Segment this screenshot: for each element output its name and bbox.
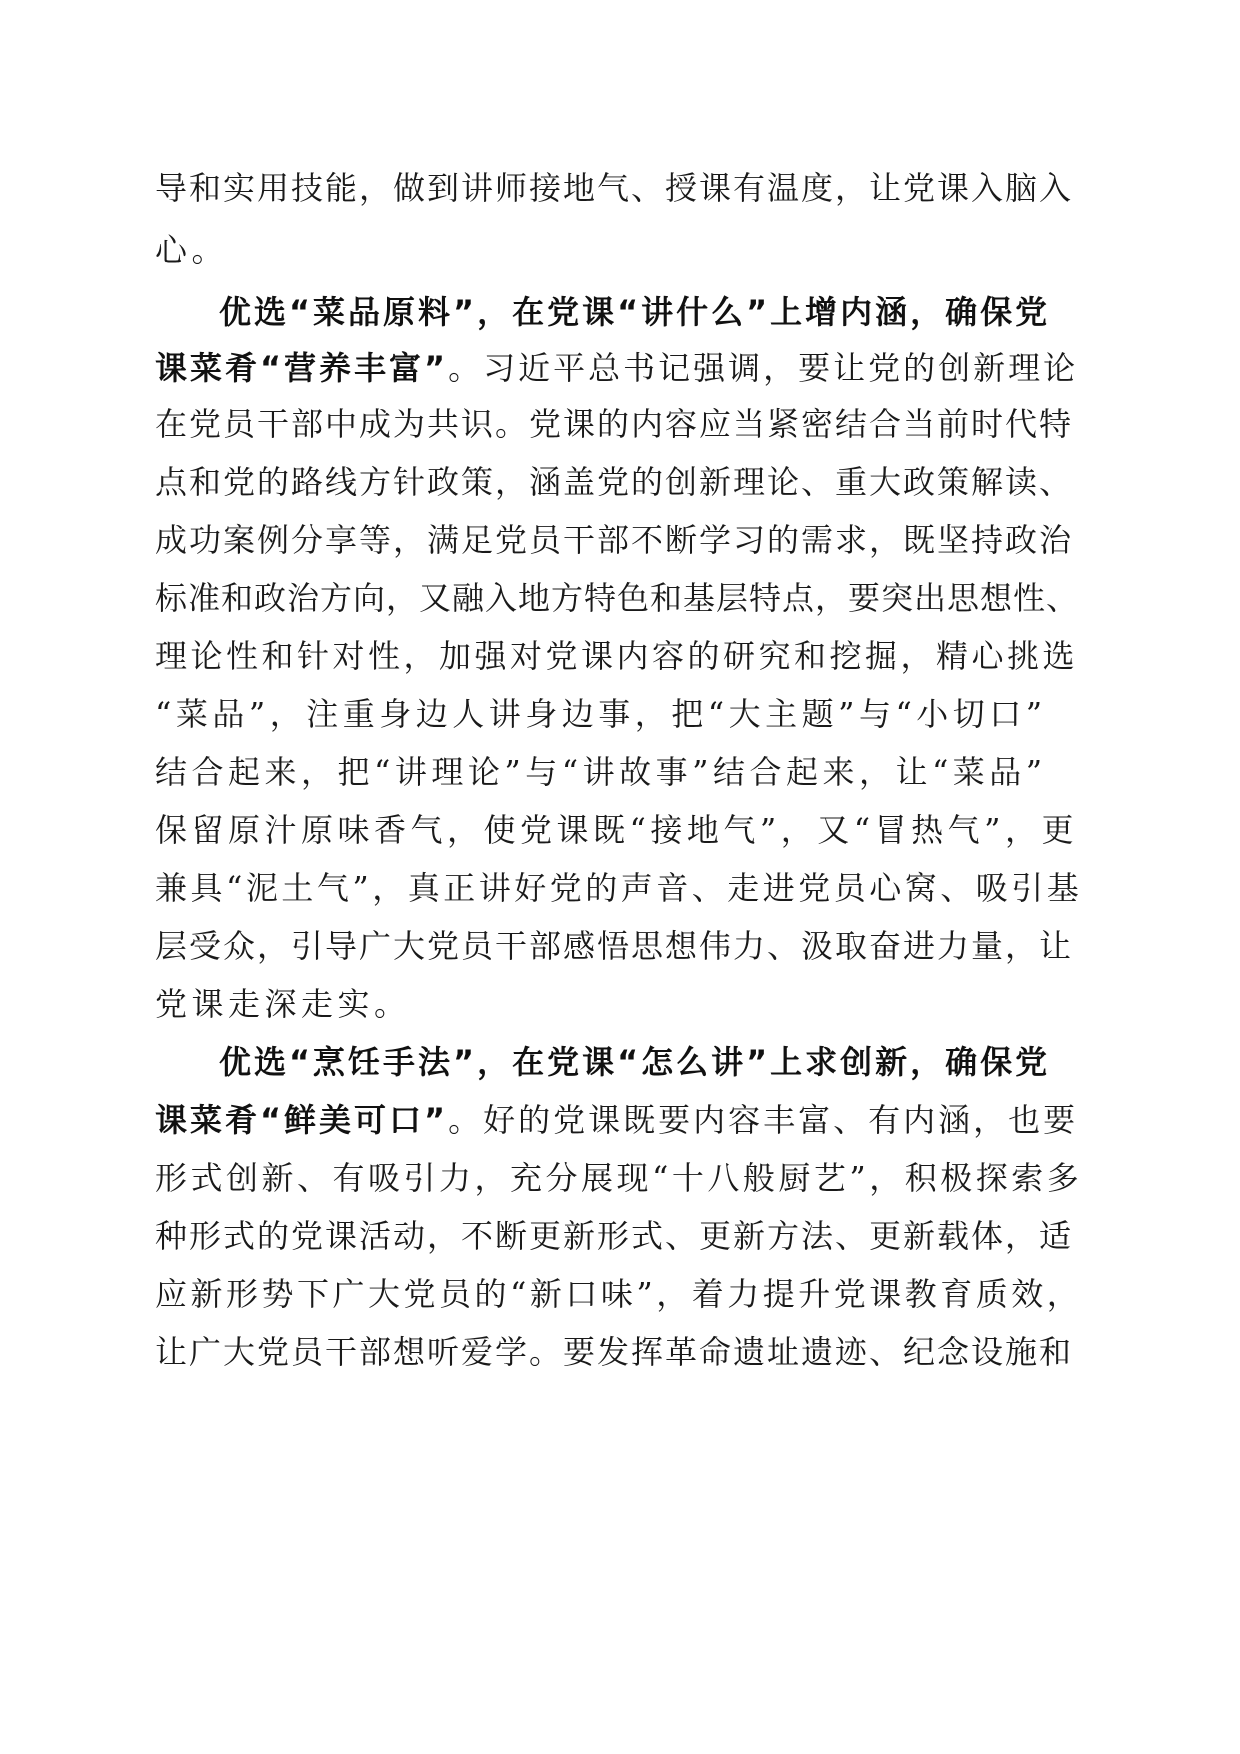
body-line: 层受众，引导广大党员干部感悟思想伟力、汲取奋进力量，让 [155, 927, 1074, 965]
body-line: 兼具“泥土气”，真正讲好党的声音、走进党员心窝、吸引基 [155, 869, 1083, 907]
body-line: 标准和政治方向，又融入地方特色和基层特点，要突出思想性、 [155, 579, 1080, 617]
body-line: 点和党的路线方针政策，涵盖党的创新理论、重大政策解读、 [155, 463, 1074, 501]
body-line: 心。 [155, 231, 229, 269]
body-line: 党课走深走实。 [155, 985, 411, 1023]
section-heading-bold: 课菜肴“鲜美可口” [155, 1101, 449, 1139]
body-line: 保留原汁原味香气，使党课既“接地气”，又“冒热气”，更 [155, 811, 1078, 849]
section-heading: 优选“烹饪手法”，在党课“怎么讲”上求创新，确保党 [219, 1043, 1051, 1081]
body-line: 结合起来，把“讲理论”与“讲故事”结合起来，让“菜品” [155, 753, 1047, 791]
section-heading-line-2 [155, 1100, 1078, 1140]
section-heading-bold: 课菜肴“营养丰富” [155, 349, 449, 387]
body-line: “菜品”，注重身边人讲身边事，把“大主题”与“小切口” [155, 695, 1047, 733]
section-heading: 优选“菜品原料”，在党课“讲什么”上增内涵，确保党 [219, 293, 1051, 331]
body-line: 形式创新、有吸引力，充分展现“十八般厨艺”，积极探索多 [155, 1159, 1083, 1197]
section-heading-line-2 [155, 348, 1078, 388]
body-line: 导和实用技能，做到讲师接地气、授课有温度，让党课入脑入 [155, 169, 1074, 207]
body-line: 种形式的党课活动，不断更新形式、更新方法、更新载体，适 [155, 1217, 1074, 1255]
body-line: 让广大党员干部想听爱学。要发挥革命遗址遗迹、纪念设施和 [155, 1333, 1074, 1371]
section-lead-text: 。习近平总书记强调，要让党的创新理论 [448, 349, 1079, 387]
body-line: 在党员干部中成为共识。党课的内容应当紧密结合当前时代特 [155, 405, 1074, 443]
body-line: 理论性和针对性，加强对党课内容的研究和挖掘，精心挑选 [155, 637, 1079, 675]
section-lead-text: 。好的党课既要内容丰富、有内涵，也要 [448, 1101, 1079, 1139]
body-line: 应新形势下广大党员的“新口味”，着力提升党课教育质效， [155, 1275, 1083, 1313]
body-line: 成功案例分享等，满足党员干部不断学习的需求，既坚持政治 [155, 521, 1074, 559]
